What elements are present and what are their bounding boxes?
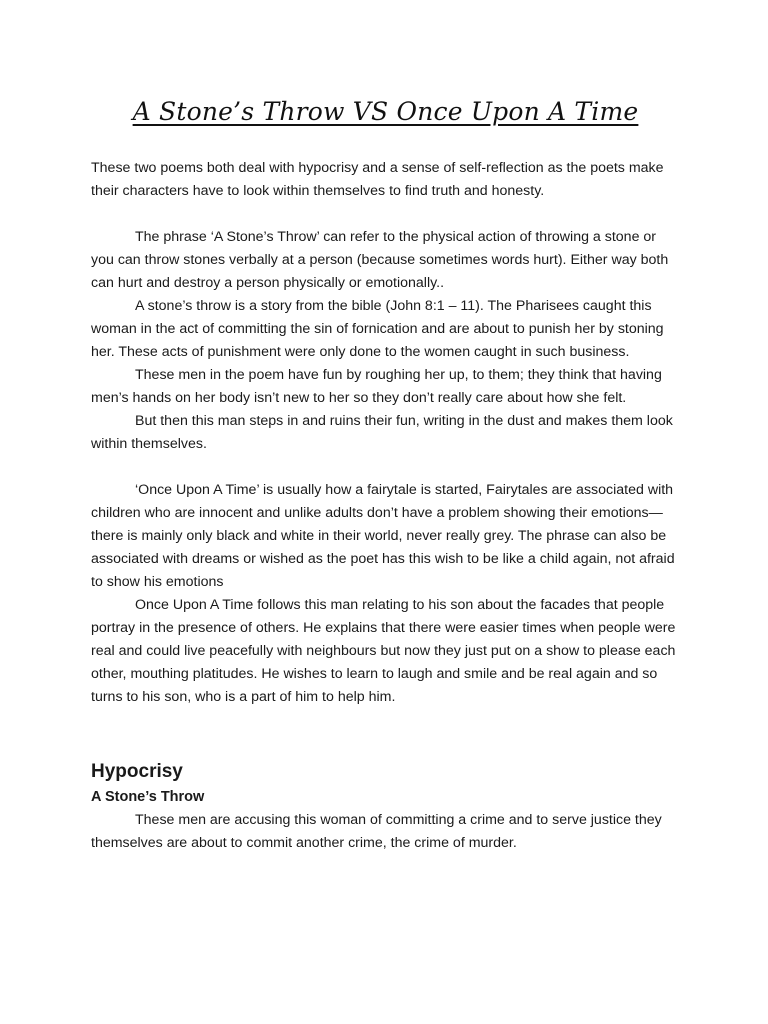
section-heading: Hypocrisy <box>91 761 183 782</box>
stones-throw-section <box>91 226 680 456</box>
intro-paragraph: These two poems both deal with hypocrisy and a sense of self-reflection as the poets make their characters have to look within themselves to find truth and honesty. <box>91 160 664 199</box>
body-paragraph: A stone’s throw is a story from the bible (John 8:1 – 11). The Pharisees caught this woman in the act of committing the sin of fornication and are about to punish her by stoning her. These acts of punishment were only done to the women caught in such business. <box>91 298 664 360</box>
once-upon-section <box>91 479 680 709</box>
body-paragraph: These men in the poem have fun by roughing her up, to them; they think that having men’s hands on her body isn’t new to her so they don’t really care about how she felt. <box>91 367 662 406</box>
body-paragraph: These men are accusing this woman of committing a crime and to serve justice they themselves are about to commit another crime, the crime of murder. <box>91 812 662 851</box>
body-paragraph: ‘Once Upon A Time’ is usually how a fairytale is started, Fairytales are associated with children who are innocent and unlike adults don’t have a problem showing their emotions—there is mainly only black and white in their world, never really grey. The phrase can also be associated with dreams or wished as the poet has this wish to be like a child again, not afraid to show his emotions <box>91 482 675 590</box>
subsection-heading: A Stone’s Throw <box>91 789 205 805</box>
document-title: A Stone’s Throw VS Once Upon A Time <box>132 97 639 126</box>
body-paragraph: Once Upon A Time follows this man relating to his son about the facades that people portray in the presence of others. He explains that there were easier times when people were real and could live peacefully with neighbours but now they just put on a show to please each other, mouthing platitudes. He wishes to learn to laugh and smile and be real again and so turns to his son, who is a part of him to help him. <box>91 597 676 705</box>
body-paragraph: The phrase ‘A Stone’s Throw’ can refer to the physical action of throwing a stone or you can throw stones verbally at a person (because sometimes words hurt). Either way both can hurt and destroy a person physically or emotionally.. <box>91 229 669 291</box>
body-paragraph: But then this man steps in and ruins their fun, writing in the dust and makes them look within themselves. <box>91 413 673 452</box>
